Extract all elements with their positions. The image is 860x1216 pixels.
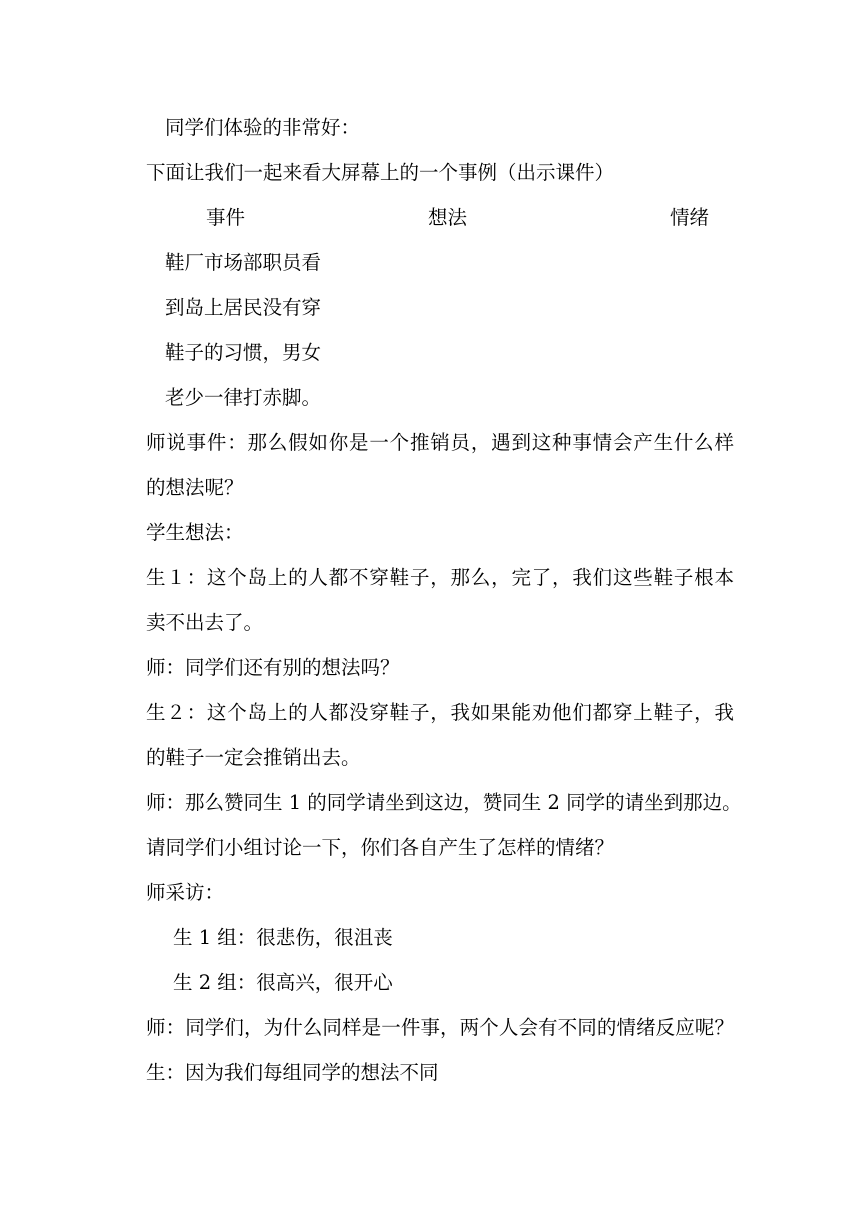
- text-line: 生２：这个岛上的人都没穿鞋子，我如果能劝他们都穿上鞋子，我: [146, 701, 734, 724]
- text-line: 师采访：: [146, 881, 225, 904]
- text-line: 请同学们小组讨论一下，你们各自产生了怎样的情绪？: [146, 836, 615, 859]
- text-line: 生 2 组：很高兴，很开心: [173, 971, 393, 994]
- text-line: 师：那么赞同生 1 的同学请坐到这边，赞同生 2 同学的请坐到那边。: [146, 791, 742, 814]
- table-header-thought: 想法: [428, 206, 468, 229]
- text-line: 同学们体验的非常好：: [165, 116, 361, 139]
- text-line: 下面让我们一起来看大屏幕上的一个事例（出示课件）: [146, 161, 615, 184]
- text-line: 鞋子的习惯，男女: [165, 341, 322, 364]
- text-line: 师：同学们，为什么同样是一件事，两个人会有不同的情绪反应呢？: [146, 1016, 734, 1039]
- text-line: 学生想法：: [146, 521, 244, 544]
- text-line: 生１：这个岛上的人都不穿鞋子，那么，完了，我们这些鞋子根本: [146, 566, 734, 589]
- text-line: 的想法呢？: [146, 476, 244, 499]
- text-line: 卖不出去了。: [146, 611, 264, 634]
- text-line: 老少一律打赤脚。: [165, 386, 322, 409]
- text-line: 师：同学们还有别的想法吗？: [146, 656, 400, 679]
- text-line: 生：因为我们每组同学的想法不同: [146, 1061, 439, 1084]
- text-line: 师说事件：那么假如你是一个推销员，遇到这种事情会产生什么样: [146, 431, 734, 454]
- text-line: 到岛上居民没有穿: [165, 296, 322, 319]
- table-header-emotion: 情绪: [670, 206, 710, 229]
- table-header-event: 事件: [206, 206, 246, 229]
- text-line: 鞋厂市场部职员看: [165, 251, 322, 274]
- text-line: 的鞋子一定会推销出去。: [146, 746, 361, 769]
- text-line: 生 1 组：很悲伤，很沮丧: [173, 926, 393, 949]
